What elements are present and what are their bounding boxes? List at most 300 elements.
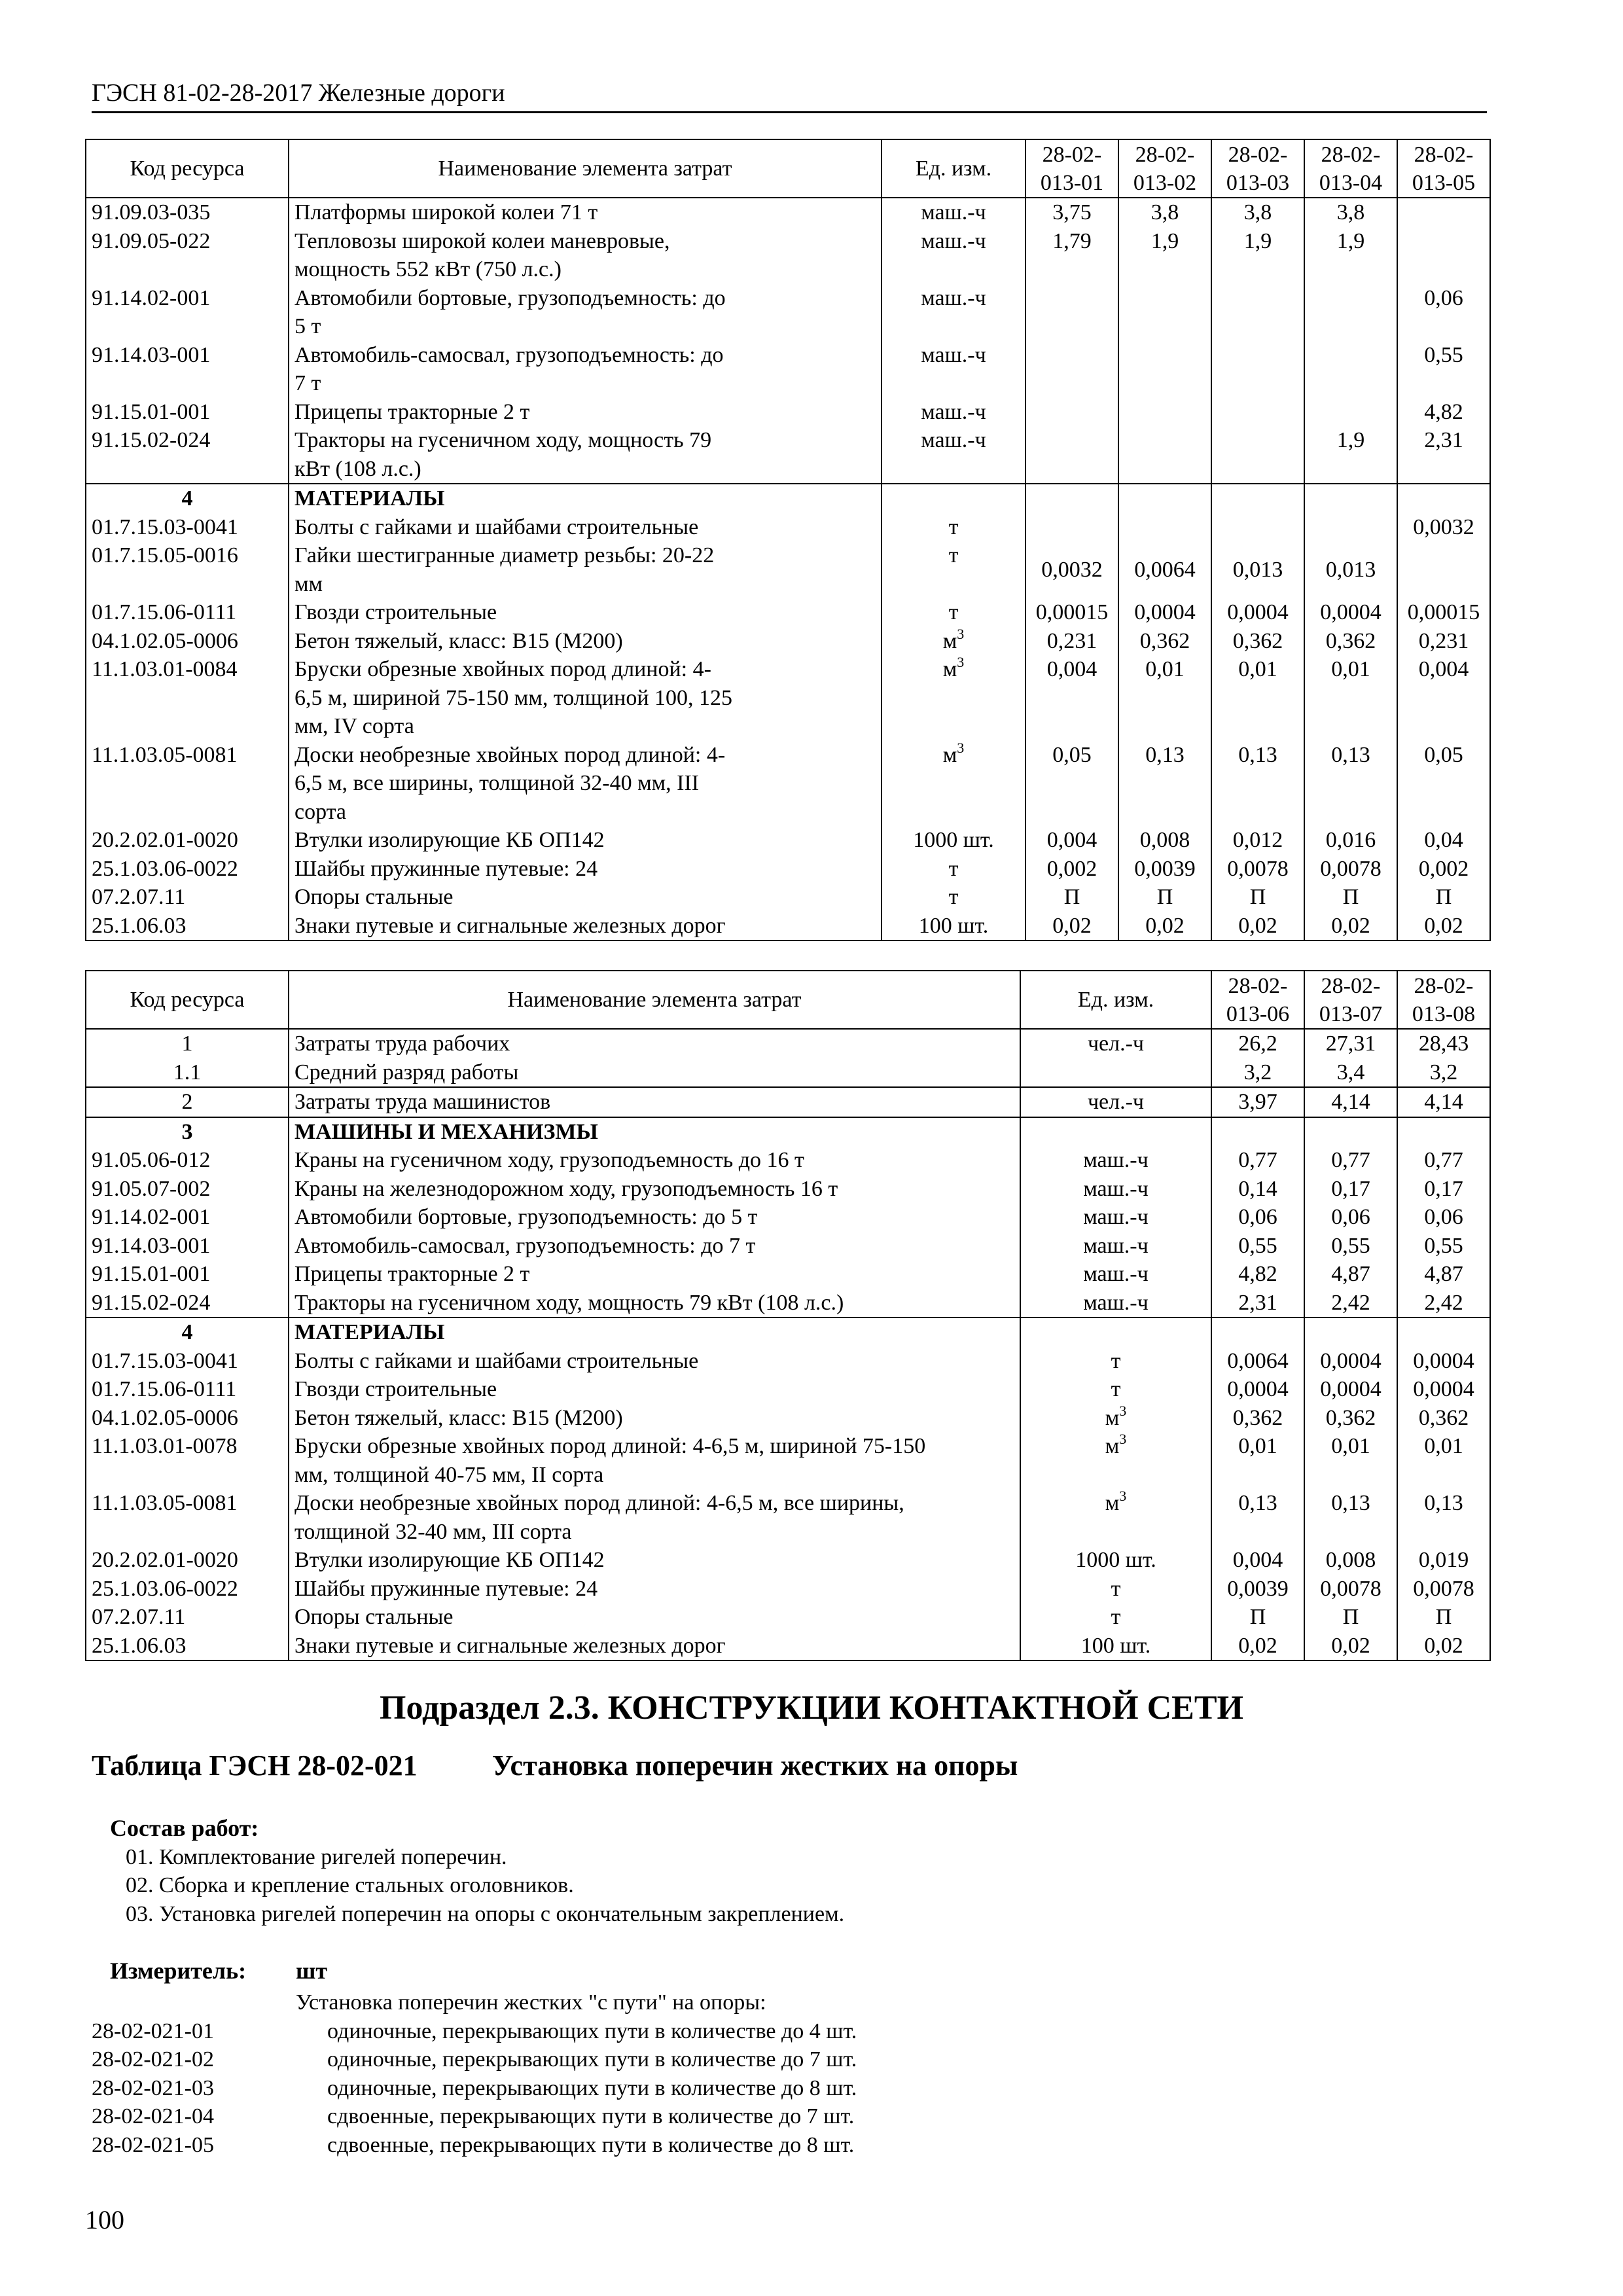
value-cell (1211, 513, 1304, 542)
works-item: 03. Установка ригелей поперечин на опоры с окончательным закреплением. (126, 1901, 845, 1926)
value-cell (1118, 484, 1211, 513)
resource-name: Шайбы пружинные путевые: 24 (289, 855, 882, 884)
value-cell: 3,8 (1304, 198, 1397, 227)
header-col-5: 28-02- 013-05 (1397, 139, 1490, 198)
value-cell: 28,43 (1397, 1029, 1490, 1058)
unit: маш.-ч (1020, 1146, 1211, 1175)
value-cell (1211, 398, 1304, 427)
value-cell: 1,9 (1118, 227, 1211, 284)
value-cell: П (1118, 883, 1211, 912)
value-cell: 0,55 (1304, 1232, 1397, 1261)
value-cell: 0,02 (1304, 912, 1397, 941)
resource-name: Бруски обрезные хвойных пород длиной: 4-6,5 м, шириной 75-150 мм, толщиной 40-75 мм, II сорта (289, 1432, 1020, 1489)
value-cell: 0,02 (1304, 1632, 1397, 1661)
resource-code: 25.1.06.03 (86, 912, 289, 941)
value-cell: 2,42 (1304, 1289, 1397, 1318)
table-row (86, 1546, 1490, 1575)
value-cell: 4,82 (1397, 398, 1490, 427)
resource-name: Бетон тяжелый, класс: В15 (М200) (289, 1404, 1020, 1433)
value-cell: 3,75 (1026, 198, 1118, 227)
resource-code: 11.1.03.05-0081 (86, 741, 289, 827)
table-row (86, 1489, 1490, 1546)
table-row (86, 627, 1490, 656)
header-unit: Ед. изм. (882, 139, 1026, 198)
value-cell (1304, 341, 1397, 398)
value-cell: 0,00015 (1397, 598, 1490, 627)
unit: чел.-ч (1020, 1087, 1211, 1117)
value-cell (1304, 398, 1397, 427)
measure-code: 28-02-021-03 (92, 2075, 214, 2100)
table-row (86, 1146, 1490, 1175)
value-cell: 27,31 (1304, 1029, 1397, 1058)
value-cell (1397, 1318, 1490, 1347)
value-cell: 0,02 (1397, 912, 1490, 941)
value-cell (1397, 484, 1490, 513)
resource-code: 07.2.07.11 (86, 883, 289, 912)
resource-name: Автомобили бортовые, грузоподъемность: до 5 т (289, 284, 882, 341)
table-row (86, 1632, 1490, 1661)
value-cell: 0,362 (1304, 1404, 1397, 1433)
value-cell: 0,004 (1026, 655, 1118, 741)
value-cell: 0,55 (1397, 341, 1490, 398)
resource-name: Затраты труда машинистов (289, 1087, 1020, 1117)
measure-code: 28-02-021-02 (92, 2047, 214, 2072)
table-row (86, 1175, 1490, 1204)
resource-code: 2 (86, 1087, 289, 1117)
unit: т (1020, 1375, 1211, 1404)
value-cell: 1,79 (1026, 227, 1118, 284)
resource-name: Гайки шестигранные диаметр резьбы: 20-22 мм (289, 541, 882, 598)
resource-code: 91.09.03-035 (86, 198, 289, 227)
value-cell: 0,013 (1211, 541, 1304, 598)
value-cell: 3,2 (1211, 1058, 1304, 1088)
measure-intro: Установка поперечин жестких "с пути" на опоры: (296, 1990, 766, 2015)
value-cell: 0,00015 (1026, 598, 1118, 627)
resource-name: Знаки путевые и сигнальные железных дорог (289, 912, 882, 941)
unit: т (882, 513, 1026, 542)
measure-text: сдвоенные, перекрывающих пути в количестве до 7 шт. (327, 2104, 855, 2128)
header-col-1: 28-02- 013-01 (1026, 139, 1118, 198)
table-row (86, 284, 1490, 341)
value-cell: 0,0078 (1304, 855, 1397, 884)
table-row (86, 426, 1490, 484)
table-row (86, 1404, 1490, 1433)
value-cell: 0,55 (1211, 1232, 1304, 1261)
value-cell (1118, 426, 1211, 484)
unit: 100 шт. (882, 912, 1026, 941)
value-cell: 0,13 (1304, 1489, 1397, 1546)
measure-list (92, 2017, 1400, 2160)
resource-name: Гвозди строительные (289, 598, 882, 627)
value-cell: 0,0032 (1397, 513, 1490, 542)
value-cell: 3,8 (1118, 198, 1211, 227)
unit (1020, 1117, 1211, 1147)
value-cell: 0,17 (1304, 1175, 1397, 1204)
value-cell: 0,002 (1397, 855, 1490, 884)
table-1-body (86, 198, 1490, 941)
value-cell (1026, 398, 1118, 427)
works-label: Состав работ: (110, 1815, 259, 1841)
header-name: Наименование элемента затрат (289, 971, 1020, 1029)
value-cell: 3,4 (1304, 1058, 1397, 1088)
resource-code: 25.1.06.03 (86, 1632, 289, 1661)
table-row (86, 341, 1490, 398)
value-cell (1304, 484, 1397, 513)
table-code: Таблица ГЭСН 28-02-021 (92, 1749, 418, 1782)
header-col-6: 28-02- 013-06 (1211, 971, 1304, 1029)
value-cell: 3,97 (1211, 1087, 1304, 1117)
value-cell (1397, 541, 1490, 598)
resource-name: МАШИНЫ И МЕХАНИЗМЫ (289, 1117, 1020, 1147)
unit: т (882, 855, 1026, 884)
resource-name: Краны на железнодорожном ходу, грузоподъемность 16 т (289, 1175, 1020, 1204)
works-composition (110, 1814, 844, 1928)
table-row (86, 912, 1490, 941)
resource-name: Доски необрезные хвойных пород длиной: 4-6,5 м, все ширины, толщиной 32-40 мм, III сорта (289, 1489, 1020, 1546)
measure-text: одиночные, перекрывающих пути в количестве до 7 шт. (327, 2047, 857, 2072)
value-cell: 0,008 (1304, 1546, 1397, 1575)
unit: т (1020, 1575, 1211, 1604)
resource-name: Тепловозы широкой колеи маневровые, мощность 552 кВт (750 л.с.) (289, 227, 882, 284)
header-col-3: 28-02- 013-03 (1211, 139, 1304, 198)
unit: 100 шт. (1020, 1632, 1211, 1661)
header-code: Код ресурса (86, 971, 289, 1029)
value-cell: 0,0004 (1304, 1347, 1397, 1376)
table-row (86, 1603, 1490, 1632)
value-cell: 0,013 (1304, 541, 1397, 598)
value-cell (1211, 484, 1304, 513)
value-cell: 0,14 (1211, 1175, 1304, 1204)
value-cell: 0,0004 (1397, 1375, 1490, 1404)
value-cell: 0,0032 (1026, 541, 1118, 598)
header-col-8: 28-02- 013-08 (1397, 971, 1490, 1029)
value-cell: 26,2 (1211, 1029, 1304, 1058)
value-cell: 0,01 (1397, 1432, 1490, 1489)
resource-code: 91.14.02-001 (86, 284, 289, 341)
table-row (86, 513, 1490, 542)
resource-name: Знаки путевые и сигнальные железных дорог (289, 1632, 1020, 1661)
resource-table-1 (85, 139, 1491, 941)
value-cell (1211, 284, 1304, 341)
measure-item (92, 2102, 1400, 2131)
value-cell: 0,0004 (1118, 598, 1211, 627)
works-item: 01. Комплектование ригелей поперечин. (126, 1844, 507, 1869)
unit: 1000 шт. (882, 826, 1026, 855)
resource-name: Бетон тяжелый, класс: В15 (М200) (289, 627, 882, 656)
value-cell: 1,9 (1211, 227, 1304, 284)
resource-code: 01.7.15.05-0016 (86, 541, 289, 598)
value-cell: 0,362 (1397, 1404, 1490, 1433)
table-row (86, 1347, 1490, 1376)
value-cell: 0,17 (1397, 1175, 1490, 1204)
resource-name: Автомобиль-самосвал, грузоподъемность: до 7 т (289, 1232, 1020, 1261)
measure-label: Измеритель: (110, 1958, 247, 1984)
table-name: Установка поперечин жестких на опоры (492, 1749, 1018, 1782)
value-cell: П (1304, 883, 1397, 912)
value-cell: 0,02 (1211, 912, 1304, 941)
measure-text: одиночные, перекрывающих пути в количестве до 8 шт. (327, 2075, 857, 2100)
measure-code: 28-02-021-05 (92, 2132, 214, 2157)
unit: маш.-ч (1020, 1175, 1211, 1204)
value-cell: 0,13 (1397, 1489, 1490, 1546)
unit: т (882, 883, 1026, 912)
value-cell: 0,13 (1211, 741, 1304, 827)
resource-table-2 (85, 970, 1491, 1661)
unit (1020, 1318, 1211, 1347)
section-row (86, 1117, 1490, 1147)
table-row (86, 398, 1490, 427)
value-cell: 0,55 (1397, 1232, 1490, 1261)
value-cell (1304, 284, 1397, 341)
header-code: Код ресурса (86, 139, 289, 198)
value-cell (1026, 513, 1118, 542)
resource-name: Тракторы на гусеничном ходу, мощность 79 кВт (108 л.с.) (289, 1289, 1020, 1318)
value-cell (1397, 227, 1490, 284)
resource-code: 91.14.03-001 (86, 341, 289, 398)
value-cell: 0,13 (1304, 741, 1397, 827)
value-cell: 0,77 (1397, 1146, 1490, 1175)
subsection-title: Подраздел 2.3. КОНСТРУКЦИИ КОНТАКТНОЙ СЕТИ (380, 1689, 1243, 1727)
value-cell (1304, 513, 1397, 542)
table-row (86, 1058, 1490, 1088)
measure-item (92, 2045, 1400, 2074)
resource-name: Бруски обрезные хвойных пород длиной: 4- 6,5 м, шириной 75-150 мм, толщиной 100, 125 мм, IV сорта (289, 655, 882, 741)
resource-code: 91.05.06-012 (86, 1146, 289, 1175)
unit: маш.-ч (1020, 1289, 1211, 1318)
table-row (86, 1432, 1490, 1489)
resource-code: 01.7.15.03-0041 (86, 1347, 289, 1376)
value-cell (1118, 513, 1211, 542)
resource-code: 4 (86, 484, 289, 513)
value-cell: 0,0078 (1211, 855, 1304, 884)
resource-name: Шайбы пружинные путевые: 24 (289, 1575, 1020, 1604)
unit: маш.-ч (1020, 1232, 1211, 1261)
value-cell: 0,77 (1211, 1146, 1304, 1175)
value-cell: 2,42 (1397, 1289, 1490, 1318)
resource-name: Гвозди строительные (289, 1375, 1020, 1404)
value-cell: 0,008 (1118, 826, 1211, 855)
value-cell: 0,362 (1211, 1404, 1304, 1433)
resource-code: 04.1.02.05-0006 (86, 627, 289, 656)
table-row (86, 1029, 1490, 1058)
value-cell: 1,9 (1304, 426, 1397, 484)
resource-code: 11.1.03.01-0084 (86, 655, 289, 741)
resource-name: Краны на гусеничном ходу, грузоподъемность до 16 т (289, 1146, 1020, 1175)
value-cell (1211, 426, 1304, 484)
table-row (86, 227, 1490, 284)
resource-name: Затраты труда рабочих (289, 1029, 1020, 1058)
value-cell: 4,87 (1304, 1260, 1397, 1289)
value-cell: 0,02 (1118, 912, 1211, 941)
resource-name: Платформы широкой колеи 71 т (289, 198, 882, 227)
unit: т (882, 541, 1026, 598)
value-cell (1118, 341, 1211, 398)
header-col-4: 28-02- 013-04 (1304, 139, 1397, 198)
value-cell: 3,8 (1211, 198, 1304, 227)
value-cell: 0,01 (1304, 1432, 1397, 1489)
unit: чел.-ч (1020, 1029, 1211, 1058)
value-cell: 0,01 (1211, 1432, 1304, 1489)
table-row (86, 1375, 1490, 1404)
resource-name: Автомобили бортовые, грузоподъемность: до 5 т (289, 1203, 1020, 1232)
value-cell: 0,012 (1211, 826, 1304, 855)
value-cell: 0,231 (1026, 627, 1118, 656)
value-cell: 0,0039 (1118, 855, 1211, 884)
resource-name: Втулки изолирующие КБ ОП142 (289, 826, 882, 855)
resource-code: 91.09.05-022 (86, 227, 289, 284)
measure-block (92, 1957, 1400, 2159)
unit: т (1020, 1347, 1211, 1376)
value-cell: 0,0004 (1397, 1347, 1490, 1376)
value-cell: 1,9 (1304, 227, 1397, 284)
value-cell: 0,362 (1118, 627, 1211, 656)
table-row (86, 1289, 1490, 1318)
value-cell: П (1211, 1603, 1304, 1632)
table-row (86, 855, 1490, 884)
measure-item (92, 2017, 1400, 2046)
resource-code: 91.15.01-001 (86, 1260, 289, 1289)
header-col-2: 28-02- 013-02 (1118, 139, 1211, 198)
value-cell (1211, 1318, 1304, 1347)
resource-code: 25.1.03.06-0022 (86, 855, 289, 884)
resource-code: 4 (86, 1318, 289, 1347)
value-cell: 0,0078 (1304, 1575, 1397, 1604)
value-cell (1304, 1318, 1397, 1347)
value-cell: 0,01 (1211, 655, 1304, 741)
header-col-7: 28-02- 013-07 (1304, 971, 1397, 1029)
table-row (86, 655, 1490, 741)
measure-unit: шт (296, 1958, 328, 1984)
section-row (86, 1318, 1490, 1347)
value-cell: 4,82 (1211, 1260, 1304, 1289)
value-cell: 0,01 (1118, 655, 1211, 741)
value-cell: 0,004 (1026, 826, 1118, 855)
value-cell: 0,016 (1304, 826, 1397, 855)
value-cell: 0,019 (1397, 1546, 1490, 1575)
resource-name: МАТЕРИАЛЫ (289, 1318, 1020, 1347)
value-cell (1026, 341, 1118, 398)
value-cell (1118, 284, 1211, 341)
resource-code: 1 (86, 1029, 289, 1058)
unit (1020, 1058, 1211, 1088)
unit: маш.-ч (882, 426, 1026, 484)
value-cell (1026, 484, 1118, 513)
value-cell: П (1026, 883, 1118, 912)
resource-code: 1.1 (86, 1058, 289, 1088)
value-cell: 0,06 (1397, 1203, 1490, 1232)
unit: т (1020, 1603, 1211, 1632)
value-cell: 0,13 (1211, 1489, 1304, 1546)
measure-text: сдвоенные, перекрывающих пути в количестве до 8 шт. (327, 2132, 855, 2157)
unit: $м^3$ (882, 741, 1026, 827)
value-cell: 4,14 (1397, 1087, 1490, 1117)
value-cell: 3,2 (1397, 1058, 1490, 1088)
value-cell: П (1397, 1603, 1490, 1632)
resource-name: Втулки изолирующие КБ ОП142 (289, 1546, 1020, 1575)
resource-code: 04.1.02.05-0006 (86, 1404, 289, 1433)
value-cell: 2,31 (1397, 426, 1490, 484)
measure-code: 28-02-021-01 (92, 2018, 214, 2043)
value-cell: 4,14 (1304, 1087, 1397, 1117)
table-row (86, 198, 1490, 227)
value-cell: 0,06 (1211, 1203, 1304, 1232)
unit: 1000 шт. (1020, 1546, 1211, 1575)
table-2-body (86, 1029, 1490, 1660)
value-cell: 0,0039 (1211, 1575, 1304, 1604)
value-cell: 0,06 (1304, 1203, 1397, 1232)
value-cell: 0,0064 (1118, 541, 1211, 598)
table-row (86, 741, 1490, 827)
unit: $м^3$ (1020, 1489, 1211, 1546)
resource-code: 91.14.02-001 (86, 1203, 289, 1232)
value-cell (1397, 1117, 1490, 1147)
table-row (86, 1203, 1490, 1232)
header-title: ГЭСН 81-02-28-2017 Железные дороги (92, 79, 505, 107)
measure-item (92, 2131, 1400, 2160)
resource-code: 07.2.07.11 (86, 1603, 289, 1632)
resource-name: Болты с гайками и шайбами строительные (289, 1347, 1020, 1376)
value-cell: 0,05 (1397, 741, 1490, 827)
value-cell: 4,87 (1397, 1260, 1490, 1289)
value-cell: 0,02 (1026, 912, 1118, 941)
table-row (86, 541, 1490, 598)
value-cell: 0,02 (1397, 1632, 1490, 1661)
table-row (86, 826, 1490, 855)
value-cell: 0,77 (1304, 1146, 1397, 1175)
unit: маш.-ч (882, 198, 1026, 227)
resource-name: Опоры стальные (289, 883, 882, 912)
resource-code: 01.7.15.06-0111 (86, 1375, 289, 1404)
resource-name: Средний разряд работы (289, 1058, 1020, 1088)
unit: маш.-ч (882, 341, 1026, 398)
value-cell: 0,06 (1397, 284, 1490, 341)
value-cell (1211, 341, 1304, 398)
unit: маш.-ч (882, 398, 1026, 427)
table-row (86, 1575, 1490, 1604)
value-cell (1211, 1117, 1304, 1147)
value-cell: П (1211, 883, 1304, 912)
value-cell: 0,05 (1026, 741, 1118, 827)
resource-name: Прицепы тракторные 2 т (289, 1260, 1020, 1289)
resource-name: Прицепы тракторные 2 т (289, 398, 882, 427)
value-cell: 0,0004 (1211, 1375, 1304, 1404)
value-cell: 2,31 (1211, 1289, 1304, 1318)
unit: т (882, 598, 1026, 627)
measure-text: одиночные, перекрывающих пути в количестве до 4 шт. (327, 2018, 857, 2043)
value-cell (1026, 426, 1118, 484)
value-cell: 0,004 (1211, 1546, 1304, 1575)
value-cell: 0,362 (1304, 627, 1397, 656)
table-row (86, 1232, 1490, 1261)
resource-name: Тракторы на гусеничном ходу, мощность 79 кВт (108 л.с.) (289, 426, 882, 484)
running-header (92, 77, 1487, 113)
resource-name: Автомобиль-самосвал, грузоподъемность: до 7 т (289, 341, 882, 398)
table-row (86, 1260, 1490, 1289)
value-cell (1397, 198, 1490, 227)
value-cell: 0,0064 (1211, 1347, 1304, 1376)
value-cell (1118, 398, 1211, 427)
resource-code: 11.1.03.01-0078 (86, 1432, 289, 1489)
resource-code: 01.7.15.03-0041 (86, 513, 289, 542)
value-cell: 0,0004 (1304, 1375, 1397, 1404)
value-cell: 0,0004 (1304, 598, 1397, 627)
value-cell: 0,13 (1118, 741, 1211, 827)
resource-code: 91.15.02-024 (86, 1289, 289, 1318)
resource-name: Болты с гайками и шайбами строительные (289, 513, 882, 542)
unit: маш.-ч (1020, 1260, 1211, 1289)
measure-code: 28-02-021-04 (92, 2104, 214, 2128)
resource-code: 20.2.02.01-0020 (86, 826, 289, 855)
